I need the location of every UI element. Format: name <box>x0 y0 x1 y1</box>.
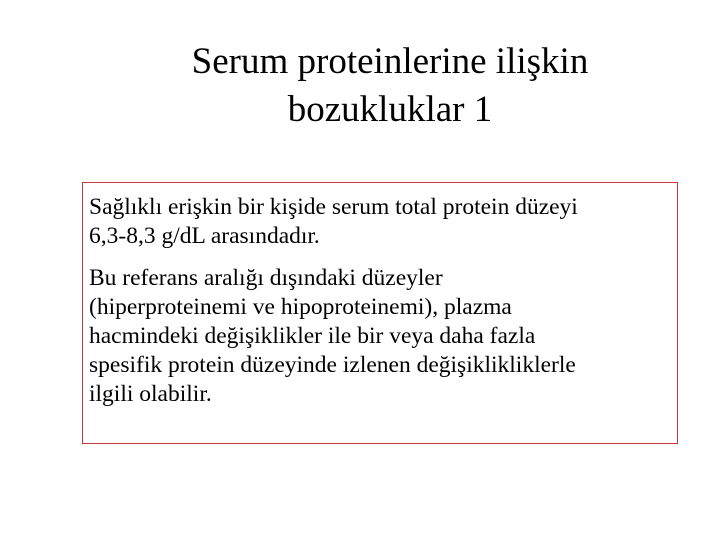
content-box <box>82 182 678 444</box>
paragraph-line: hacmindeki değişiklikler ile bir veya daha fazla <box>89 323 536 349</box>
paragraph-reference-range <box>89 193 671 251</box>
slide-title-line-1: Serum proteinlerine ilişkin <box>191 41 589 82</box>
paragraph-line: ilgili olabilir. <box>89 381 212 407</box>
paragraph-line: (hiperproteinemi ve hipoproteinemi), plazma <box>89 294 512 320</box>
paragraph-line: 6,3-8,3 g/dL arasındadır. <box>89 223 320 249</box>
paragraph-line: spesifik protein düzeyinde izlenen değişiklikliklerle <box>89 352 576 378</box>
slide-title-line-2: bozukluklar 1 <box>287 89 493 130</box>
paragraph-abnormal-levels <box>89 264 671 409</box>
slide-title <box>90 38 690 134</box>
paragraph-line: Bu referans aralığı dışındaki düzeyler <box>89 265 443 291</box>
paragraph-line: Sağlıklı erişkin bir kişide serum total protein düzeyi <box>89 194 578 220</box>
